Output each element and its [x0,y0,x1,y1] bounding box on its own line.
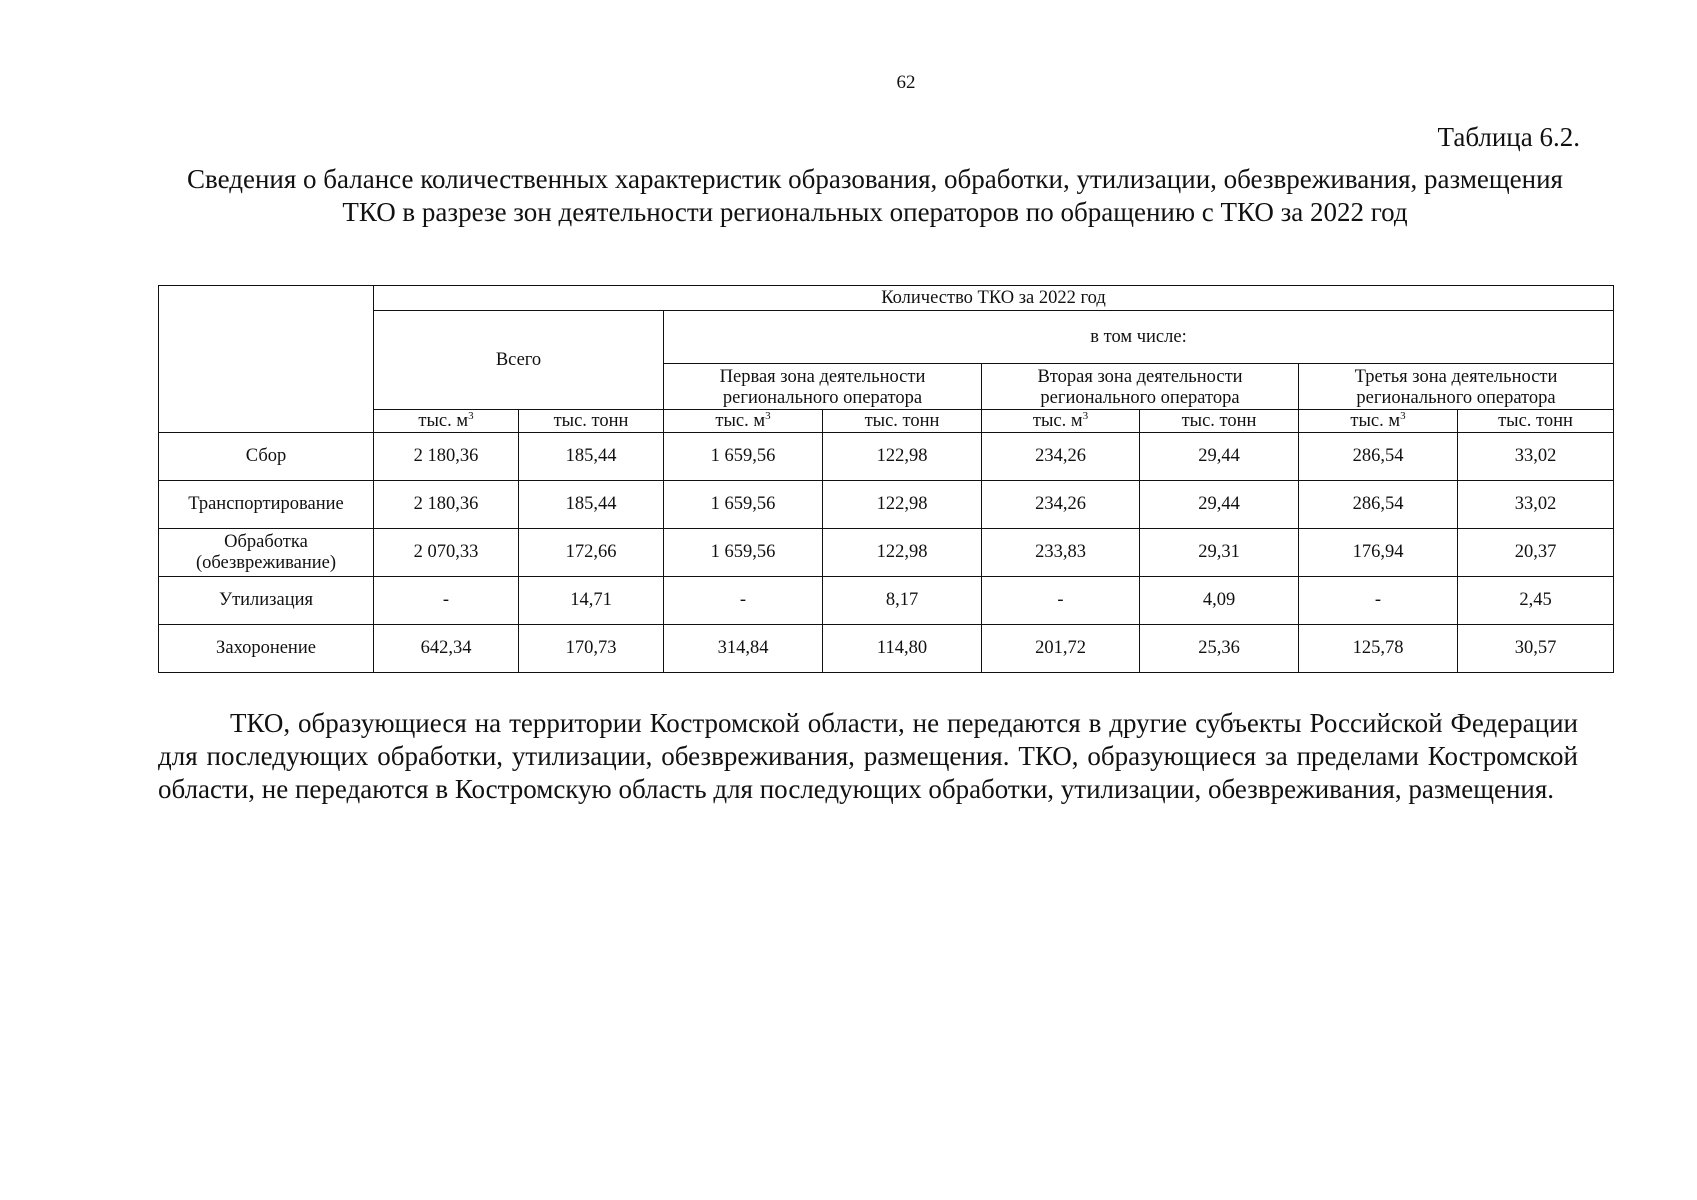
page-number: 62 [896,72,916,93]
unit-mass-zone1: тыс. тонн [823,410,982,433]
table-cell: 125,78 [1299,625,1458,673]
zone-1-line1: Первая зона деятельности [719,367,926,387]
unit-mass-zone2: тыс. тонн [1140,410,1299,433]
table-cell: 1 659,56 [664,433,823,481]
unit-volume-zone1: тыс. $м^3$ [664,410,823,433]
table-row [159,529,1614,577]
header-zone-3 [1299,364,1614,410]
table-cell: 234,26 [982,433,1140,481]
table-cell: 172,66 [519,529,664,577]
table-cell: 286,54 [1299,433,1458,481]
table-cell: 122,98 [823,433,982,481]
table-row [159,577,1614,625]
zone-2-line2: регионального оператора [1040,388,1240,408]
table-cell: 29,44 [1140,433,1299,481]
header-including: в том числе: [664,311,1614,364]
table-cell: 33,02 [1458,481,1614,529]
table-cell: - [982,577,1140,625]
unit-mass-zone3: тыс. тонн [1458,410,1614,433]
unit-volume-zone2: тыс. $м^3$ [982,410,1140,433]
table-cell: 114,80 [823,625,982,673]
row-label: Утилизация [159,577,374,625]
table-cell: 122,98 [823,481,982,529]
table-cell: 33,02 [1458,433,1614,481]
table-cell: - [1299,577,1458,625]
header-quantity: Количество ТКО за 2022 год [374,286,1614,311]
zone-1-line2: регионального оператора [722,388,923,408]
table-cell: 25,36 [1140,625,1299,673]
table-cell: 314,84 [664,625,823,673]
table-row [159,625,1614,673]
unit-mass-total: тыс. тонн [519,410,664,433]
table-cell: 30,57 [1458,625,1614,673]
table-cell: 201,72 [982,625,1140,673]
row-label [159,529,374,577]
table-label: Таблица 6.2. [1437,122,1580,152]
header-zone-2 [982,364,1299,410]
table-cell: 233,83 [982,529,1140,577]
table-cell: 286,54 [1299,481,1458,529]
unit-volume-total: тыс. $м^3$ [374,410,519,433]
table-cell: 234,26 [982,481,1140,529]
table-cell: 170,73 [519,625,664,673]
header-empty-cell [159,286,374,433]
table-row [159,433,1614,481]
table-cell: 1 659,56 [664,481,823,529]
table-cell: 642,34 [374,625,519,673]
table-cell: 2 070,33 [374,529,519,577]
row-label-line1: Обработка [224,531,308,552]
header-zone-1 [664,364,982,410]
row-label: Сбор [159,433,374,481]
table-cell: 185,44 [519,433,664,481]
table-cell: - [664,577,823,625]
row-label: Транспортирование [159,481,374,529]
table-cell: 2 180,36 [374,433,519,481]
table-cell: 2 180,36 [374,481,519,529]
table-cell: 4,09 [1140,577,1299,625]
zone-3-line1: Третья зона деятельности [1354,367,1558,387]
body-paragraph: ТКО, образующиеся на территории Костромской области, не передаются в другие субъекты Российской Федерации для последующих обработки, утилизации, обезвреживания, размещения. ТКО, образующиеся за пределами Костромской области, не передаются в Костромскую область для последующих обработки, утилизации, обезвреживания, размещения. [158,708,1578,804]
zone-2-line1: Вторая зона деятельности [1037,367,1243,387]
table-cell: 176,94 [1299,529,1458,577]
table-cell: 8,17 [823,577,982,625]
table-cell: 185,44 [519,481,664,529]
table-cell: 29,44 [1140,481,1299,529]
table-cell: 14,71 [519,577,664,625]
table-cell: 29,31 [1140,529,1299,577]
zone-3-line2: регионального оператора [1356,388,1556,408]
document-title: Сведения о балансе количественных характеристик образования, обработки, утилизации, обезвреживания, размещения ТКО в разрезе зон деятельности региональных операторов по обращению с ТКО за 2022 год [187,164,1563,227]
row-label-line2: (обезвреживание) [195,552,337,573]
table-cell: 20,37 [1458,529,1614,577]
waste-balance-table [158,285,1614,673]
table-cell: 2,45 [1458,577,1614,625]
table-cell: 1 659,56 [664,529,823,577]
table-row [159,481,1614,529]
header-total: Всего [374,311,664,410]
table-cell: - [374,577,519,625]
row-label: Захоронение [159,625,374,673]
unit-volume-zone3: тыс. $м^3$ [1299,410,1458,433]
table-cell: 122,98 [823,529,982,577]
